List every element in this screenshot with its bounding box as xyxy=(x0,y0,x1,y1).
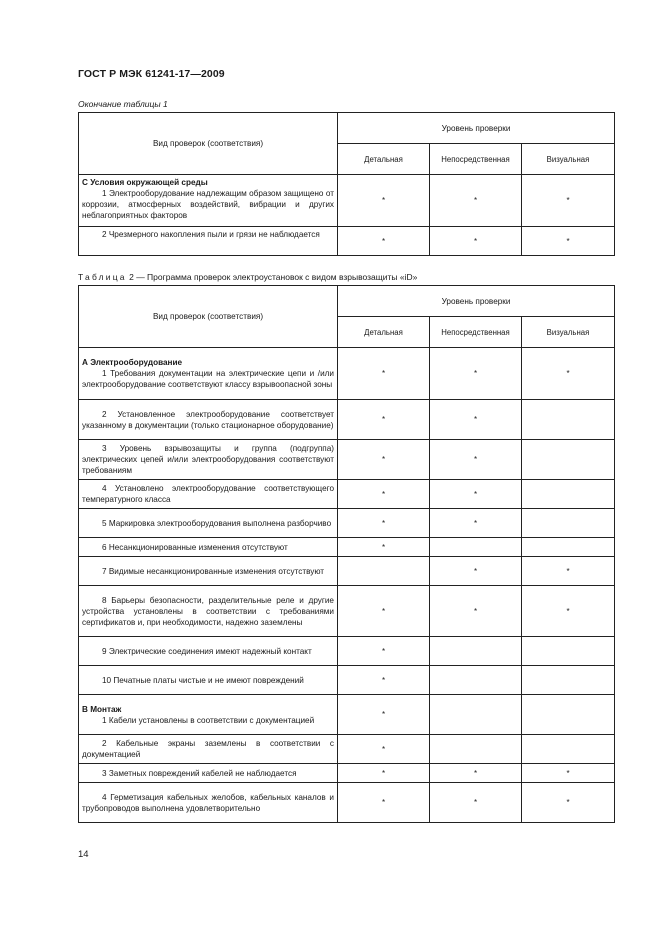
table1-caption: Окончание таблицы 1 xyxy=(78,99,168,109)
mark-direct xyxy=(430,735,522,764)
section-title: А Электрооборудование xyxy=(82,358,183,367)
mark-visual: * xyxy=(522,175,615,227)
row-text: 2 Кабельные экраны заземлены в соответствии с документацией xyxy=(79,735,338,764)
table-1 xyxy=(78,112,615,256)
mark-visual xyxy=(522,509,615,538)
mark-detailed: * xyxy=(338,666,430,695)
mark-detailed: * xyxy=(338,695,430,735)
mark-visual xyxy=(522,637,615,666)
mark-visual xyxy=(522,538,615,557)
header-check-type: Вид проверок (соответствия) xyxy=(79,286,338,348)
header-direct: Непосредственная xyxy=(430,317,522,348)
mark-direct: * xyxy=(430,227,522,256)
mark-direct xyxy=(430,637,522,666)
mark-direct xyxy=(430,695,522,735)
document-header: ГОСТ Р МЭК 61241-17—2009 xyxy=(78,68,225,80)
mark-direct xyxy=(430,538,522,557)
mark-visual: * xyxy=(522,227,615,256)
mark-direct: * xyxy=(430,764,522,783)
mark-visual: * xyxy=(522,348,615,400)
row-text: 2 Чрезмерного накопления пыли и грязи не наблюдается xyxy=(79,227,338,256)
mark-detailed: * xyxy=(338,509,430,538)
header-level: Уровень проверки xyxy=(338,113,615,144)
header-check-type: Вид проверок (соответствия) xyxy=(79,113,338,175)
table-row xyxy=(79,735,615,764)
mark-visual xyxy=(522,666,615,695)
mark-visual xyxy=(522,695,615,735)
row-text: А Электрооборудование 1 Требования документации на электрические цепи и /или электрооборудование соответствуют классу взрывоопасной зоны xyxy=(79,348,338,400)
table-row xyxy=(79,666,615,695)
row-text: 9 Электрические соединения имеют надежный контакт xyxy=(79,637,338,666)
header-level: Уровень проверки xyxy=(338,286,615,317)
table-2 xyxy=(78,285,615,823)
table-row xyxy=(79,695,615,735)
mark-detailed: * xyxy=(338,400,430,440)
row-text: 6 Несанкционированные изменения отсутствуют xyxy=(79,538,338,557)
header-detailed: Детальная xyxy=(338,317,430,348)
section-title: С Условия окружающей среды xyxy=(82,178,208,187)
mark-direct: * xyxy=(430,175,522,227)
mark-detailed: * xyxy=(338,538,430,557)
mark-visual xyxy=(522,480,615,509)
table-row xyxy=(79,764,615,783)
mark-visual xyxy=(522,400,615,440)
mark-direct: * xyxy=(430,440,522,480)
table-row xyxy=(79,440,615,480)
table-row xyxy=(79,227,615,256)
mark-detailed: * xyxy=(338,735,430,764)
row-text: 4 Герметизация кабельных желобов, кабельных каналов и трубопроводов выполнена удовлетворительно xyxy=(79,783,338,823)
row-text: 4 Установлено электрооборудование соответствующего температурного класса xyxy=(79,480,338,509)
mark-visual xyxy=(522,735,615,764)
mark-direct: * xyxy=(430,348,522,400)
row-text: 7 Видимые несанкционированные изменения отсутствуют xyxy=(79,557,338,586)
table-row xyxy=(79,348,615,400)
header-visual: Визуальная xyxy=(522,317,615,348)
mark-detailed: * xyxy=(338,348,430,400)
mark-detailed: * xyxy=(338,227,430,256)
mark-direct xyxy=(430,666,522,695)
table-row xyxy=(79,175,615,227)
mark-detailed: * xyxy=(338,175,430,227)
page-number: 14 xyxy=(78,849,89,860)
row-text: 10 Печатные платы чистые и не имеют повреждений xyxy=(79,666,338,695)
table-row xyxy=(79,400,615,440)
row-text: 5 Маркировка электрооборудования выполнена разборчиво xyxy=(79,509,338,538)
mark-visual: * xyxy=(522,764,615,783)
table-row xyxy=(79,586,615,637)
header-detailed: Детальная xyxy=(338,144,430,175)
mark-detailed: * xyxy=(338,783,430,823)
mark-visual: * xyxy=(522,783,615,823)
mark-direct: * xyxy=(430,557,522,586)
mark-detailed: * xyxy=(338,586,430,637)
mark-visual: * xyxy=(522,586,615,637)
row-text: 2 Установленное электрооборудование соответствует указанному в документации (только стационарное оборудование) xyxy=(79,400,338,440)
table-row xyxy=(79,557,615,586)
mark-detailed xyxy=(338,557,430,586)
row-text: С Условия окружающей среды 1 Электрооборудование надлежащим образом защищено от коррозии, атмосферных воздействий, вибрации и других неблагоприятных факторов xyxy=(79,175,338,227)
mark-direct: * xyxy=(430,783,522,823)
table2-caption: Таблица 2 — Программа проверок электроустановок с видом взрывозащиты «iD» xyxy=(78,272,418,282)
mark-direct: * xyxy=(430,509,522,538)
row-text: 8 Барьеры безопасности, разделительные реле и другие устройства установлены в соответствии с требованиями сертификатов и, при необходимости, надежно заземлены xyxy=(79,586,338,637)
row-text: 3 Заметных повреждений кабелей не наблюдается xyxy=(79,764,338,783)
mark-detailed: * xyxy=(338,480,430,509)
mark-direct: * xyxy=(430,586,522,637)
table-row xyxy=(79,783,615,823)
mark-detailed: * xyxy=(338,764,430,783)
section-title: В Монтаж xyxy=(82,704,122,714)
row-text: В Монтаж 1 Кабели установлены в соответствии с документацией xyxy=(79,695,338,735)
header-direct: Непосредственная xyxy=(430,144,522,175)
row-text: 3 Уровень взрывозащиты и группа (подгруппа) электрических цепей и/или электрооборудования соответствуют требованиям xyxy=(79,440,338,480)
mark-visual: * xyxy=(522,557,615,586)
header-visual: Визуальная xyxy=(522,144,615,175)
table-row xyxy=(79,538,615,557)
mark-direct: * xyxy=(430,480,522,509)
mark-visual xyxy=(522,440,615,480)
mark-detailed: * xyxy=(338,637,430,666)
table-row xyxy=(79,509,615,538)
mark-detailed: * xyxy=(338,440,430,480)
table-row xyxy=(79,480,615,509)
table-row xyxy=(79,637,615,666)
mark-direct: * xyxy=(430,400,522,440)
